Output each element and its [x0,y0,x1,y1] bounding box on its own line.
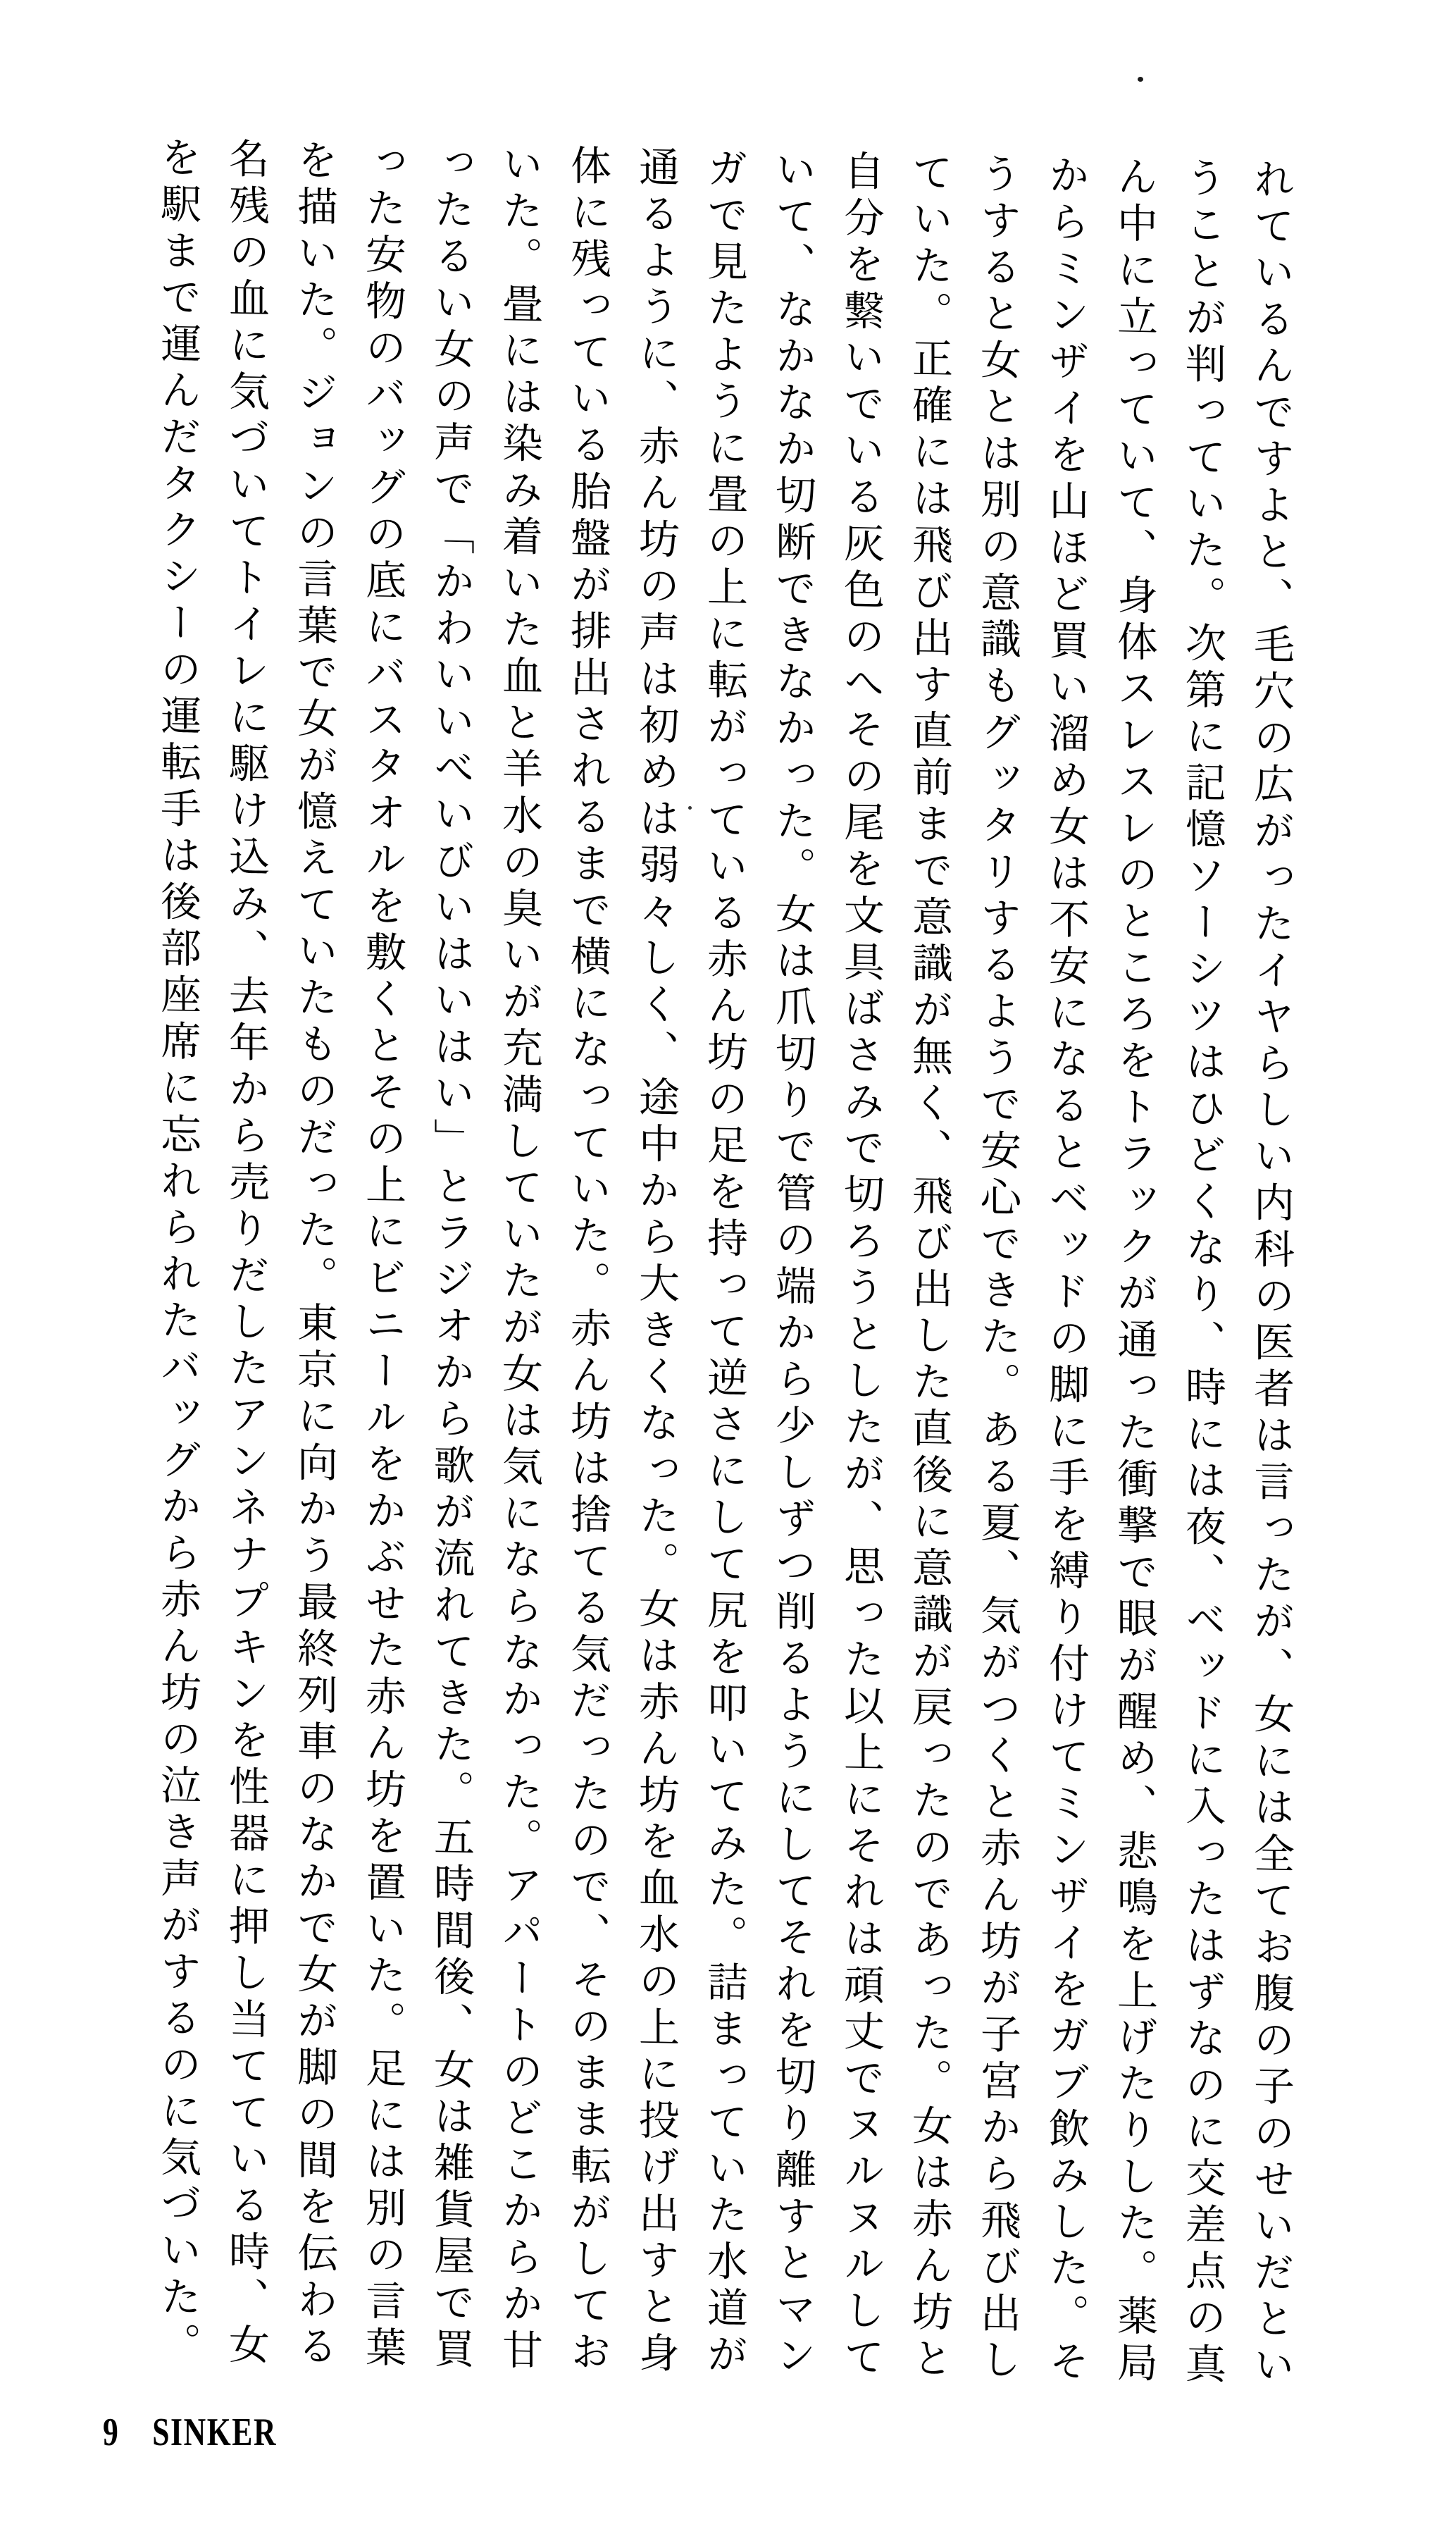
text-column-6: ていた。正確には飛び出す直前まで意識が無く、飛び出した直後に意識が戻ったのであった。女は赤ん坊と [905,150,953,2384]
text-column-10: 通るように、赤ん坊の声は初めは弱々しく、途中から大きくなった。女は赤ん坊を血水の上に投げ出すと身 [632,144,680,2379]
text-column-17: を駅まで運んだタクシーの運転手は後部座席に忘れられたバッグから赤ん坊の泣き声がするのに気づいた。 [154,135,201,2369]
text-column-14: った安物のバッグの底にバスタオルを敷くとその上にビニールをかぶせた赤ん坊を置いた。足には別の言葉 [359,140,406,2373]
text-column-13: ったるい女の声で「かわいいべいびいはいはい」とラジオから歌が流れてきた。五時間後、女は雑貨屋で買 [427,140,475,2375]
vertical-text-block [143,135,1305,2435]
page-number: 9 [103,2411,118,2454]
text-column-1: れているんですよと、毛穴の広がったイヤらしい内科の医者は言ったが、女には全てお腹の子のせいだとい [1247,157,1295,2391]
text-column-2: うことが判っていた。次第に記憶ソーシツはひどくなり、時には夜、ベッドに入ったはずなのに交差点の真 [1178,156,1226,2389]
text-column-12: いた。畳には染み着いた血と羊水の臭いが充満していたが女は気にならなかった。アパートのどこからか甘 [495,142,543,2376]
text-column-7: 自分を繋いでいる灰色のへその尾を文具ばさみで切ろうとしたが、思った以上にそれは頑丈でヌルヌルして [837,149,885,2383]
text-column-11: 体に残っている胎盤が排出されるまで横になっていた。赤ん坊は捨てる気だったので、そのまま転がしてお [564,143,611,2377]
text-column-8: いて、なかなか切断できなかった。女は爪切りで管の端から少しずつ削るようにしてそれを切り離すとマン [769,147,816,2382]
text-column-9: ガで見たように畳の上に転がっている赤ん坊の足を持って逆さにして尻を叩いてみた。詰まっていた水道が [700,146,748,2380]
text-column-4: からミンザイを山ほど買い溜め女は不安になるとベッドの脚に手を縛り付けてミンザイをガブ飲みした。そ [1042,153,1090,2387]
text-column-15: を描いた。ジョンの言葉で女が憶えていたものだった。東京に向かう最終列車のなかで女が脚の間を伝わる [290,138,338,2372]
running-title: SINKER [152,2411,278,2454]
ink-speck [1138,77,1143,82]
text-column-3: ん中に立っていて、身体スレスレのところをトラックが通った衝撃で眼が醒め、悲鳴を上げたりした。薬局 [1110,154,1158,2388]
page-footer [103,2410,277,2455]
text-column-16: 名残の血に気づいてトイレに駆け込み、去年から売りだしたアンネナプキンを性器に押し当てている時、女 [222,137,270,2370]
text-column-5: うすると女とは別の意識もグッタリするようで安心できた。ある夏、気がつくと赤ん坊が子宮から飛び出し [973,151,1021,2385]
